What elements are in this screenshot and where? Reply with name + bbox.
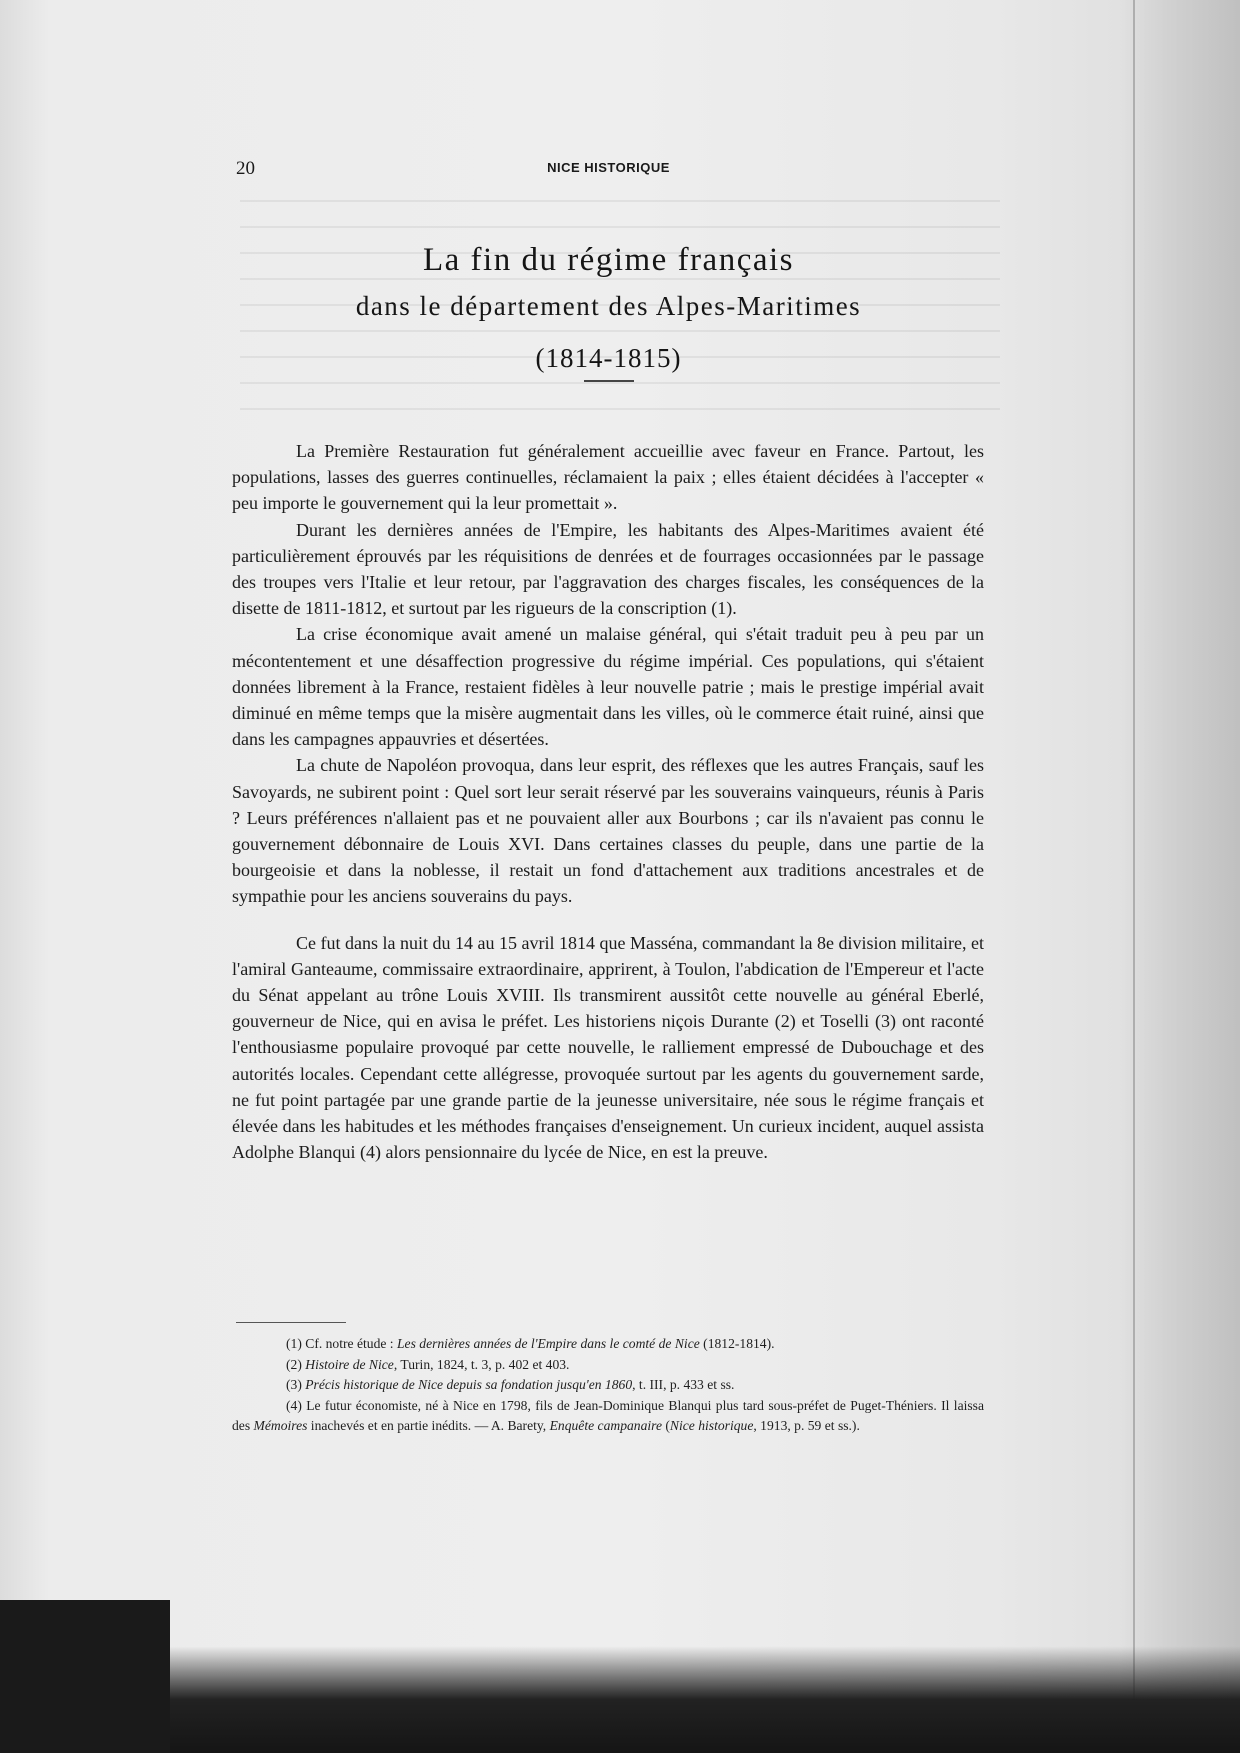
- paragraph: La crise économique avait amené un malaise général, qui s'était traduit peu à peu par un mécontentement et une désaffection progressive du régime impérial. Ces populations, qui s'étaient données librement à la France, restaient fidèles à leur nouvelle patrie ; mais le prestige impérial avait diminué en même temps que la misère augmentait dans les villes, où le commerce était ruiné, ainsi que dans les campagnes appauvries et désertées.: [232, 624, 984, 750]
- paragraph: Durant les dernières années de l'Empire, les habitants des Alpes-Maritimes avaient été particulièrement éprouvés par les réquisitions de denrées et de fourrages occasionnées par le passage des troupes vers l'Italie et leur retour, par l'aggravation des charges fiscales, les conséquences de la disette de 1811-1812, et surtout par les rigueurs de la conscription (1).: [232, 519, 984, 619]
- footnote-rule: [236, 1322, 346, 1323]
- title-dates: (1814-1815): [535, 343, 682, 373]
- article-body: [232, 438, 984, 1165]
- running-head: NICE HISTORIQUE: [547, 160, 670, 175]
- paragraph: Ce fut dans la nuit du 14 au 15 avril 1814 que Masséna, commandant la 8e division militaire, et l'amiral Ganteaume, commissaire extraordinaire, apprirent, à Toulon, l'abdication de l'Empereur et l'acte du Sénat appelant au trône Louis XVIII. Ils transmirent aussitôt cette nouvelle au général Eberlé, gouverneur de Nice, qui en avisa le préfet. Les historiens niçois Durante (2) et Toselli (3) ont raconté l'enthousiasme populaire provoqué par cette nouvelle, le ralliement empressé de Dubouchage et des autorités locales. Cependant cette allégresse, provoquée surtout par les agents du gouvernement sarde, ne fut point partagée par une grande partie de la jeunesse universitaire, née sous le régime français et élevée dans les habitudes et les méthodes françaises d'enseignement. Un curieux incident, auquel assista Adolphe Blanqui (4) alors pensionnaire du lycée de Nice, en est la preuve.: [232, 932, 984, 1163]
- page-fold-line: [1133, 0, 1135, 1753]
- footnote-2: (2) Histoire de Nice, Turin, 1824, t. 3, p. 402 et 403.: [286, 1356, 570, 1372]
- page-number: 20: [236, 158, 255, 179]
- footnote-3: (3) Précis historique de Nice depuis sa fondation jusqu'en 1860, t. III, p. 433 et ss.: [286, 1377, 735, 1392]
- paragraph: La chute de Napoléon provoqua, dans leur esprit, des réflexes que les autres Français, sauf les Savoyards, ne subirent point : Quel sort leur serait réservé par les souverains vainqueurs, réunis à Paris ? Leurs préférences n'allaient pas et ne pouvaient aller aux Bourbons ; car ils n'avaient pas connu le gouvernement débonnaire de Louis XVI. Dans certaines classes du peuple, dans une partie de la bourgeoisie et dans la noblesse, il restait un fond d'attachement aux traditions ancestrales et de sympathie pour les anciens souverains du pays.: [232, 755, 984, 907]
- footnote-4: (4) Le futur économiste, né à Nice en 1798, fils de Jean-Dominique Blanqui plus tard sous-préfet de Puget-Théniers. Il laissa des Mémoires inachevés et en partie inédits. — A. Barety, Enquête campanaire (Nice historique, 1913, p. 59 et ss.).: [232, 1397, 984, 1433]
- page-header: [236, 158, 981, 182]
- title-rule: [584, 380, 634, 382]
- footnotes: [232, 1334, 984, 1437]
- paragraph: La Première Restauration fut généralement accueillie avec faveur en France. Partout, les populations, lasses des guerres continuelles, réclamaient la paix ; elles étaient décidées à l'accepter « peu importe le gouvernement qui la leur promettait ».: [232, 441, 984, 514]
- page-fold-shadow: [1120, 0, 1240, 1753]
- scan-dark-corner: [0, 1600, 170, 1753]
- article-title: [236, 240, 981, 382]
- footnote-1: (1) Cf. notre étude : Les dernières années de l'Empire dans le comté de Nice (1812-1814).: [286, 1336, 775, 1351]
- title-line-1: La fin du régime français: [422, 242, 794, 278]
- scan-dark-border: [0, 1575, 1240, 1753]
- title-line-2: dans le département des Alpes-Maritimes: [355, 291, 862, 321]
